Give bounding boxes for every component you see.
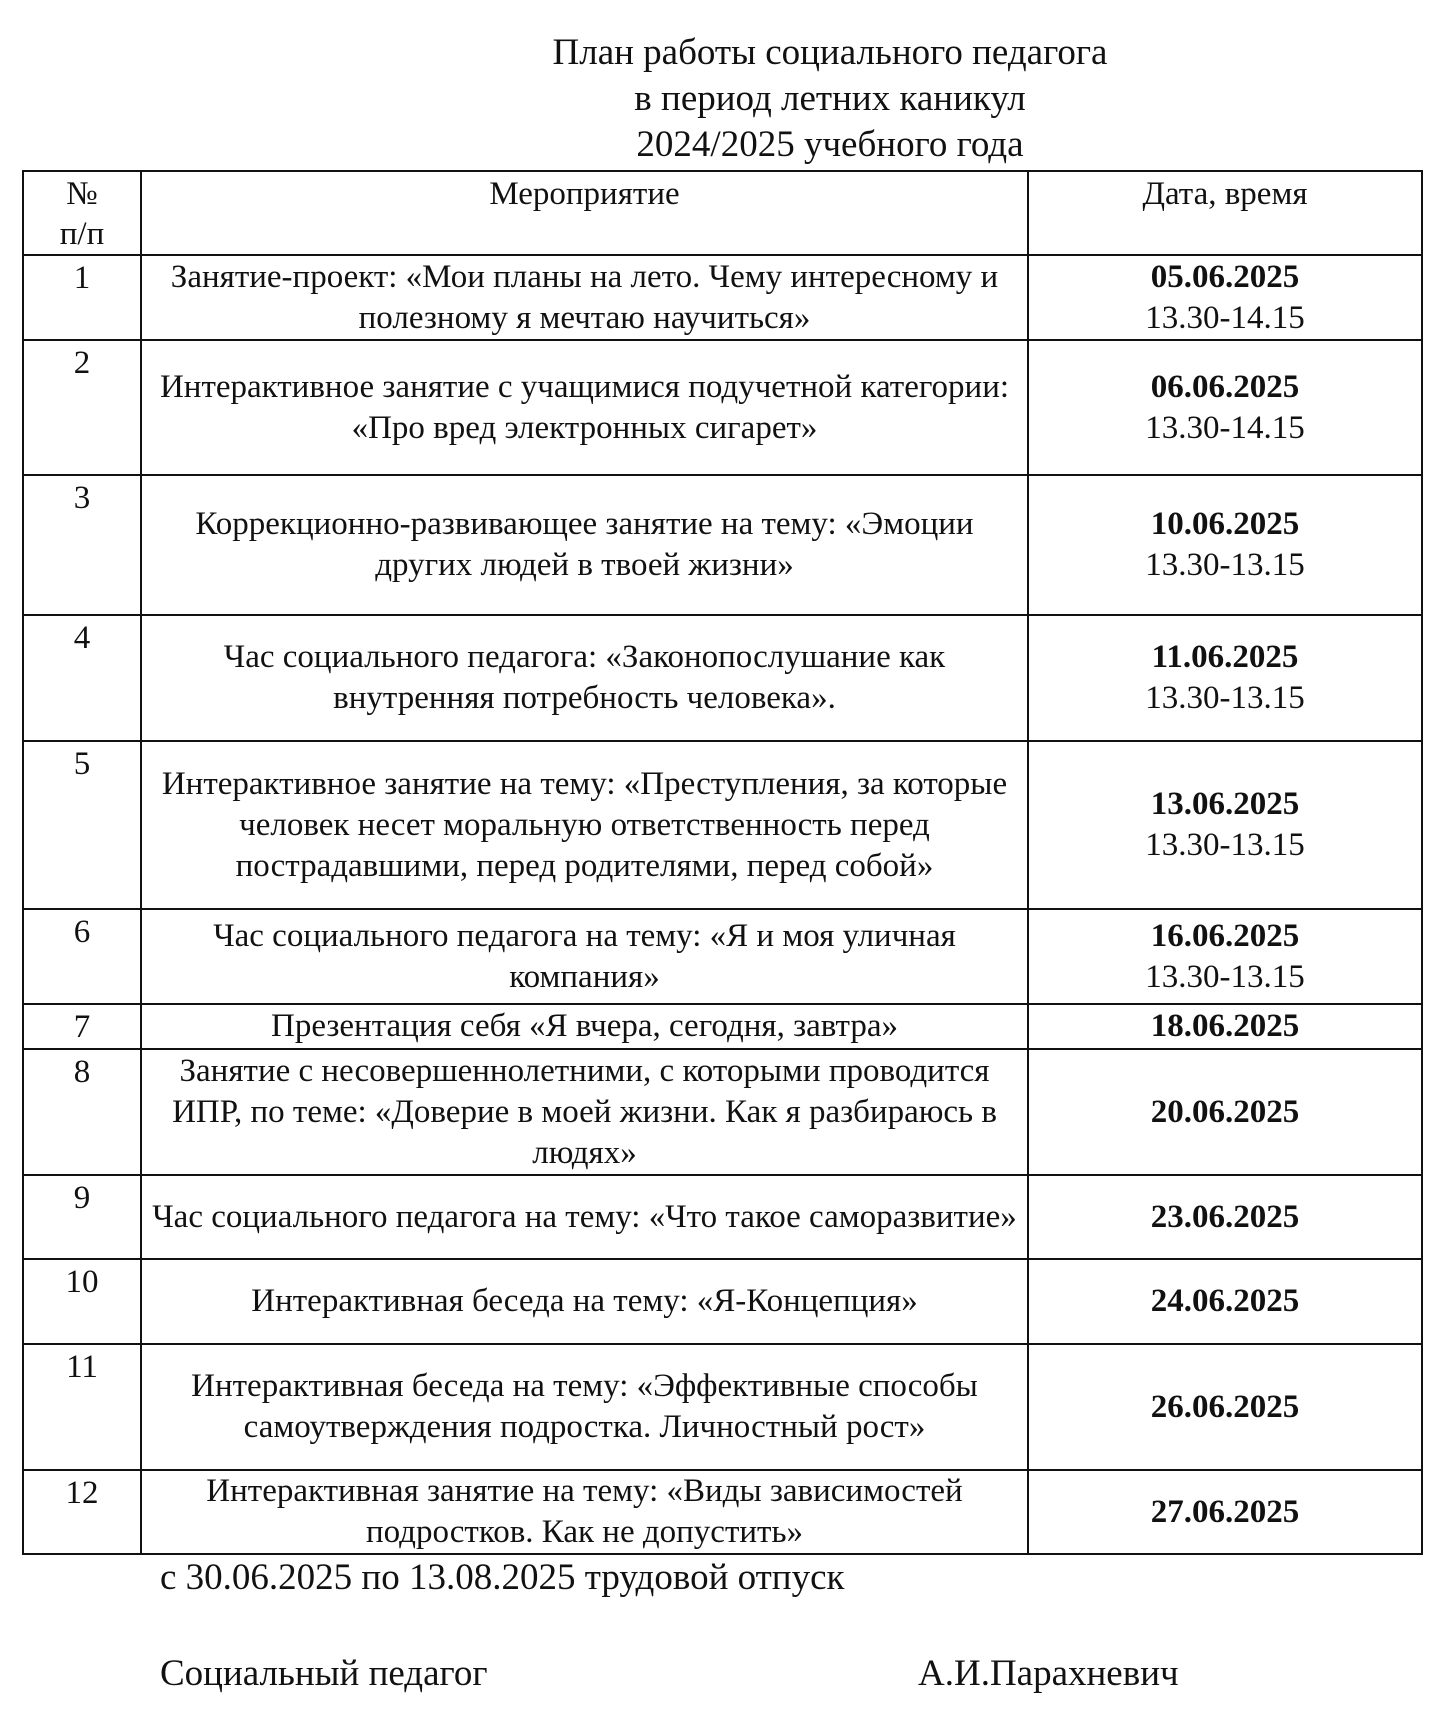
table-header-row xyxy=(23,171,1422,255)
row-datetime xyxy=(1028,1344,1422,1470)
header-num xyxy=(23,171,141,255)
table-row xyxy=(23,909,1422,1004)
row-datetime xyxy=(1028,255,1422,340)
row-number: 6 xyxy=(23,909,141,1004)
row-date: 20.06.2025 xyxy=(1150,1093,1300,1130)
row-number: 10 xyxy=(23,1259,141,1344)
row-event: Занятие-проект: «Мои планы на лето. Чему интересному и полезному я мечтаю научиться» xyxy=(141,255,1028,340)
table-row xyxy=(23,1470,1422,1554)
table-row xyxy=(23,741,1422,909)
row-datetime xyxy=(1028,615,1422,741)
row-date: 23.06.2025 xyxy=(1150,1198,1300,1235)
table-row xyxy=(23,1344,1422,1470)
signature-name: А.И.Парахневич xyxy=(918,1653,1179,1694)
row-date: 13.06.2025 xyxy=(1150,786,1300,822)
header-num-abbr: п/п xyxy=(59,216,105,252)
title-line-2: в период летних каникул xyxy=(634,78,1026,119)
row-datetime xyxy=(1028,741,1422,909)
row-datetime xyxy=(1028,1259,1422,1344)
row-number: 12 xyxy=(23,1470,141,1554)
row-number: 1 xyxy=(23,255,141,340)
row-datetime xyxy=(1028,340,1422,475)
table-row xyxy=(23,340,1422,475)
row-datetime xyxy=(1028,1049,1422,1175)
row-date: 06.06.2025 xyxy=(1150,368,1300,405)
row-event: Интерактивное занятие с учащимися подучетной категории: «Про вред электронных сигарет» xyxy=(141,340,1028,475)
row-time: 13.30-13.15 xyxy=(1145,547,1305,583)
row-event: Занятие с несовершеннолетними, с которыми проводится ИПР, по теме: «Доверие в моей жизни. Как я разбираюсь в людях» xyxy=(141,1049,1028,1175)
row-date: 26.06.2025 xyxy=(1150,1388,1300,1425)
row-time: 13.30-13.15 xyxy=(1145,958,1305,995)
row-date: 18.06.2025 xyxy=(1150,1008,1300,1044)
row-date: 24.06.2025 xyxy=(1150,1283,1300,1319)
row-date: 05.06.2025 xyxy=(1150,258,1300,295)
row-event: Час социального педагога: «Законопослушание как внутренняя потребность человека». xyxy=(141,615,1028,741)
row-event: Коррекционно-развивающее занятие на тему: «Эмоции других людей в твоей жизни» xyxy=(141,475,1028,615)
table-row xyxy=(23,1259,1422,1344)
row-event: Интерактивная беседа на тему: «Эффективные способы самоутверждения подростка. Личностный рост» xyxy=(141,1344,1028,1470)
row-event: Презентация себя «Я вчера, сегодня, завтра» xyxy=(141,1004,1028,1049)
row-event: Интерактивная занятие на тему: «Виды зависимостей подростков. Как не допустить» xyxy=(141,1470,1028,1554)
header-event: Мероприятие xyxy=(141,171,1028,255)
row-event: Час социального педагога на тему: «Что такое саморазвитие» xyxy=(141,1175,1028,1259)
row-datetime xyxy=(1028,475,1422,615)
vacation-note: с 30.06.2025 по 13.08.2025 трудовой отпуск xyxy=(160,1557,845,1598)
document-title xyxy=(500,30,1160,168)
row-number: 2 xyxy=(23,340,141,475)
row-event: Час социального педагога на тему: «Я и моя уличная компания» xyxy=(141,909,1028,1004)
row-date: 27.06.2025 xyxy=(1150,1493,1300,1530)
signature-role: Социальный педагог xyxy=(160,1653,488,1694)
row-datetime xyxy=(1028,1470,1422,1554)
row-datetime xyxy=(1028,1004,1422,1049)
row-event: Интерактивная беседа на тему: «Я-Концепция» xyxy=(141,1259,1028,1344)
row-number: 4 xyxy=(23,615,141,741)
row-number: 8 xyxy=(23,1049,141,1175)
row-time: 13.30-14.15 xyxy=(1145,299,1305,336)
row-time: 13.30-14.15 xyxy=(1145,409,1305,446)
row-datetime xyxy=(1028,909,1422,1004)
row-number: 3 xyxy=(23,475,141,615)
row-date: 16.06.2025 xyxy=(1150,917,1300,954)
title-line-3: 2024/2025 учебного года xyxy=(636,124,1024,165)
header-num-symbol: № xyxy=(66,176,98,212)
table-row xyxy=(23,1175,1422,1259)
row-number: 11 xyxy=(23,1344,141,1470)
table-row xyxy=(23,1049,1422,1175)
row-number: 9 xyxy=(23,1175,141,1259)
row-date: 11.06.2025 xyxy=(1151,639,1299,675)
title-line-1: План работы социального педагога xyxy=(552,32,1108,73)
row-event: Интерактивное занятие на тему: «Преступления, за которые человек несет моральную ответственность перед пострадавшими, перед родителями, перед собой» xyxy=(141,741,1028,909)
table-row xyxy=(23,1004,1422,1049)
row-number: 5 xyxy=(23,741,141,909)
plan-table xyxy=(22,170,1423,1555)
table-row xyxy=(23,475,1422,615)
row-date: 10.06.2025 xyxy=(1150,506,1300,542)
table-row xyxy=(23,255,1422,340)
row-datetime xyxy=(1028,1175,1422,1259)
table-row xyxy=(23,615,1422,741)
row-time: 13.30-13.15 xyxy=(1145,827,1305,863)
row-number: 7 xyxy=(23,1004,141,1049)
header-datetime: Дата, время xyxy=(1028,171,1422,255)
row-time: 13.30-13.15 xyxy=(1145,680,1305,716)
